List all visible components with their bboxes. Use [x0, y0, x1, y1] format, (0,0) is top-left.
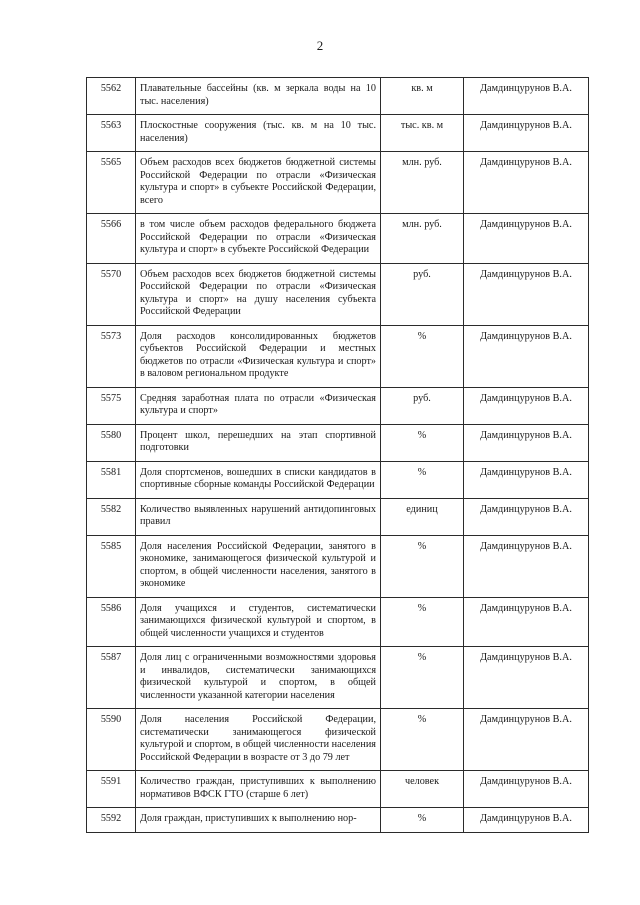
table-body — [87, 78, 589, 833]
row-name: Доля населения Российской Федерации, занятого в экономике, занимающегося физической культурой и спортом, в общей численности населения, занятого в экономике — [136, 535, 381, 597]
row-name: в том числе объем расходов федерального бюджета Российской Федерации по отрасли «Физическая культура и спорт» в субъекте Российской Федерации — [136, 214, 381, 264]
row-responsible: Дамдинцурунов В.А. — [464, 115, 589, 152]
row-code: 5587 — [87, 647, 136, 709]
row-responsible: Дамдинцурунов В.А. — [464, 387, 589, 424]
row-name: Плавательные бассейны (кв. м зеркала воды на 10 тыс. населения) — [136, 78, 381, 115]
row-code: 5581 — [87, 461, 136, 498]
row-code: 5591 — [87, 771, 136, 808]
table-row — [87, 214, 589, 264]
row-name: Доля спортсменов, вошедших в списки кандидатов в спортивные сборные команды Российской Федерации — [136, 461, 381, 498]
table-row — [87, 78, 589, 115]
row-unit: % — [381, 808, 464, 833]
table-row — [87, 387, 589, 424]
row-responsible: Дамдинцурунов В.А. — [464, 808, 589, 833]
row-name: Количество выявленных нарушений антидопинговых правил — [136, 498, 381, 535]
row-responsible: Дамдинцурунов В.А. — [464, 214, 589, 264]
row-code: 5566 — [87, 214, 136, 264]
row-name: Доля граждан, приступивших к выполнению нор- — [136, 808, 381, 833]
page-number: 2 — [316, 38, 324, 53]
row-code: 5575 — [87, 387, 136, 424]
row-unit: % — [381, 461, 464, 498]
row-responsible: Дамдинцурунов В.А. — [464, 263, 589, 325]
row-name: Доля лиц с ограниченными возможностями здоровья и инвалидов, систематически занимающихся физической культурой и спортом, в общей численности указанной категории населения — [136, 647, 381, 709]
table-row — [87, 647, 589, 709]
row-unit: тыс. кв. м — [381, 115, 464, 152]
row-code: 5570 — [87, 263, 136, 325]
row-name: Процент школ, перешедших на этап спортивной подготовки — [136, 424, 381, 461]
table-row — [87, 325, 589, 387]
row-name: Количество граждан, приступивших к выполнению нормативов ВФСК ГТО (старше 6 лет) — [136, 771, 381, 808]
row-name: Объем расходов всех бюджетов бюджетной системы Российской Федерации по отрасли «Физическая культура и спорт» в субъекте Российской Федерации, всего — [136, 152, 381, 214]
row-code: 5562 — [87, 78, 136, 115]
row-name: Средняя заработная плата по отрасли «Физическая культура и спорт» — [136, 387, 381, 424]
row-unit: % — [381, 709, 464, 771]
row-responsible: Дамдинцурунов В.А. — [464, 152, 589, 214]
row-unit: % — [381, 535, 464, 597]
table-row — [87, 498, 589, 535]
table-row — [87, 808, 589, 833]
row-code: 5592 — [87, 808, 136, 833]
row-responsible: Дамдинцурунов В.А. — [464, 78, 589, 115]
row-name: Объем расходов всех бюджетов бюджетной системы Российской Федерации по отрасли «Физическая культура и спорт» на душу населения субъекта Российской Федерации — [136, 263, 381, 325]
row-responsible: Дамдинцурунов В.А. — [464, 771, 589, 808]
row-code: 5563 — [87, 115, 136, 152]
row-name: Доля расходов консолидированных бюджетов субъектов Российской Федерации и местных бюджетов по отрасли «Физическая культура и спорт» в валовом региональном продукте — [136, 325, 381, 387]
row-name: Доля населения Российской Федерации, систематически занимающегося физической культурой и спортом, в общей численности населения Российской Федерации в возрасте от 3 до 79 лет — [136, 709, 381, 771]
row-name: Плоскостные сооружения (тыс. кв. м на 10 тыс. населения) — [136, 115, 381, 152]
row-unit: единиц — [381, 498, 464, 535]
table-row — [87, 771, 589, 808]
row-responsible: Дамдинцурунов В.А. — [464, 325, 589, 387]
row-unit: % — [381, 424, 464, 461]
table-row — [87, 709, 589, 771]
row-name: Доля учащихся и студентов, систематически занимающихся физической культурой и спортом, в общей численности учащихся и студентов — [136, 597, 381, 647]
table-row — [87, 152, 589, 214]
table-row — [87, 424, 589, 461]
row-unit: руб. — [381, 387, 464, 424]
row-unit: % — [381, 647, 464, 709]
table-row — [87, 263, 589, 325]
row-responsible: Дамдинцурунов В.А. — [464, 498, 589, 535]
row-responsible: Дамдинцурунов В.А. — [464, 535, 589, 597]
row-code: 5586 — [87, 597, 136, 647]
row-responsible: Дамдинцурунов В.А. — [464, 709, 589, 771]
row-code: 5565 — [87, 152, 136, 214]
row-responsible: Дамдинцурунов В.А. — [464, 597, 589, 647]
row-unit: % — [381, 597, 464, 647]
row-code: 5590 — [87, 709, 136, 771]
row-unit: млн. руб. — [381, 214, 464, 264]
row-unit: руб. — [381, 263, 464, 325]
row-code: 5585 — [87, 535, 136, 597]
row-unit: человек — [381, 771, 464, 808]
row-unit: млн. руб. — [381, 152, 464, 214]
table-row — [87, 597, 589, 647]
indicator-table — [86, 77, 589, 833]
row-responsible: Дамдинцурунов В.А. — [464, 424, 589, 461]
row-code: 5582 — [87, 498, 136, 535]
row-code: 5573 — [87, 325, 136, 387]
row-unit: кв. м — [381, 78, 464, 115]
table-row — [87, 535, 589, 597]
row-responsible: Дамдинцурунов В.А. — [464, 461, 589, 498]
table-row — [87, 461, 589, 498]
row-responsible: Дамдинцурунов В.А. — [464, 647, 589, 709]
row-code: 5580 — [87, 424, 136, 461]
row-unit: % — [381, 325, 464, 387]
table-row — [87, 115, 589, 152]
